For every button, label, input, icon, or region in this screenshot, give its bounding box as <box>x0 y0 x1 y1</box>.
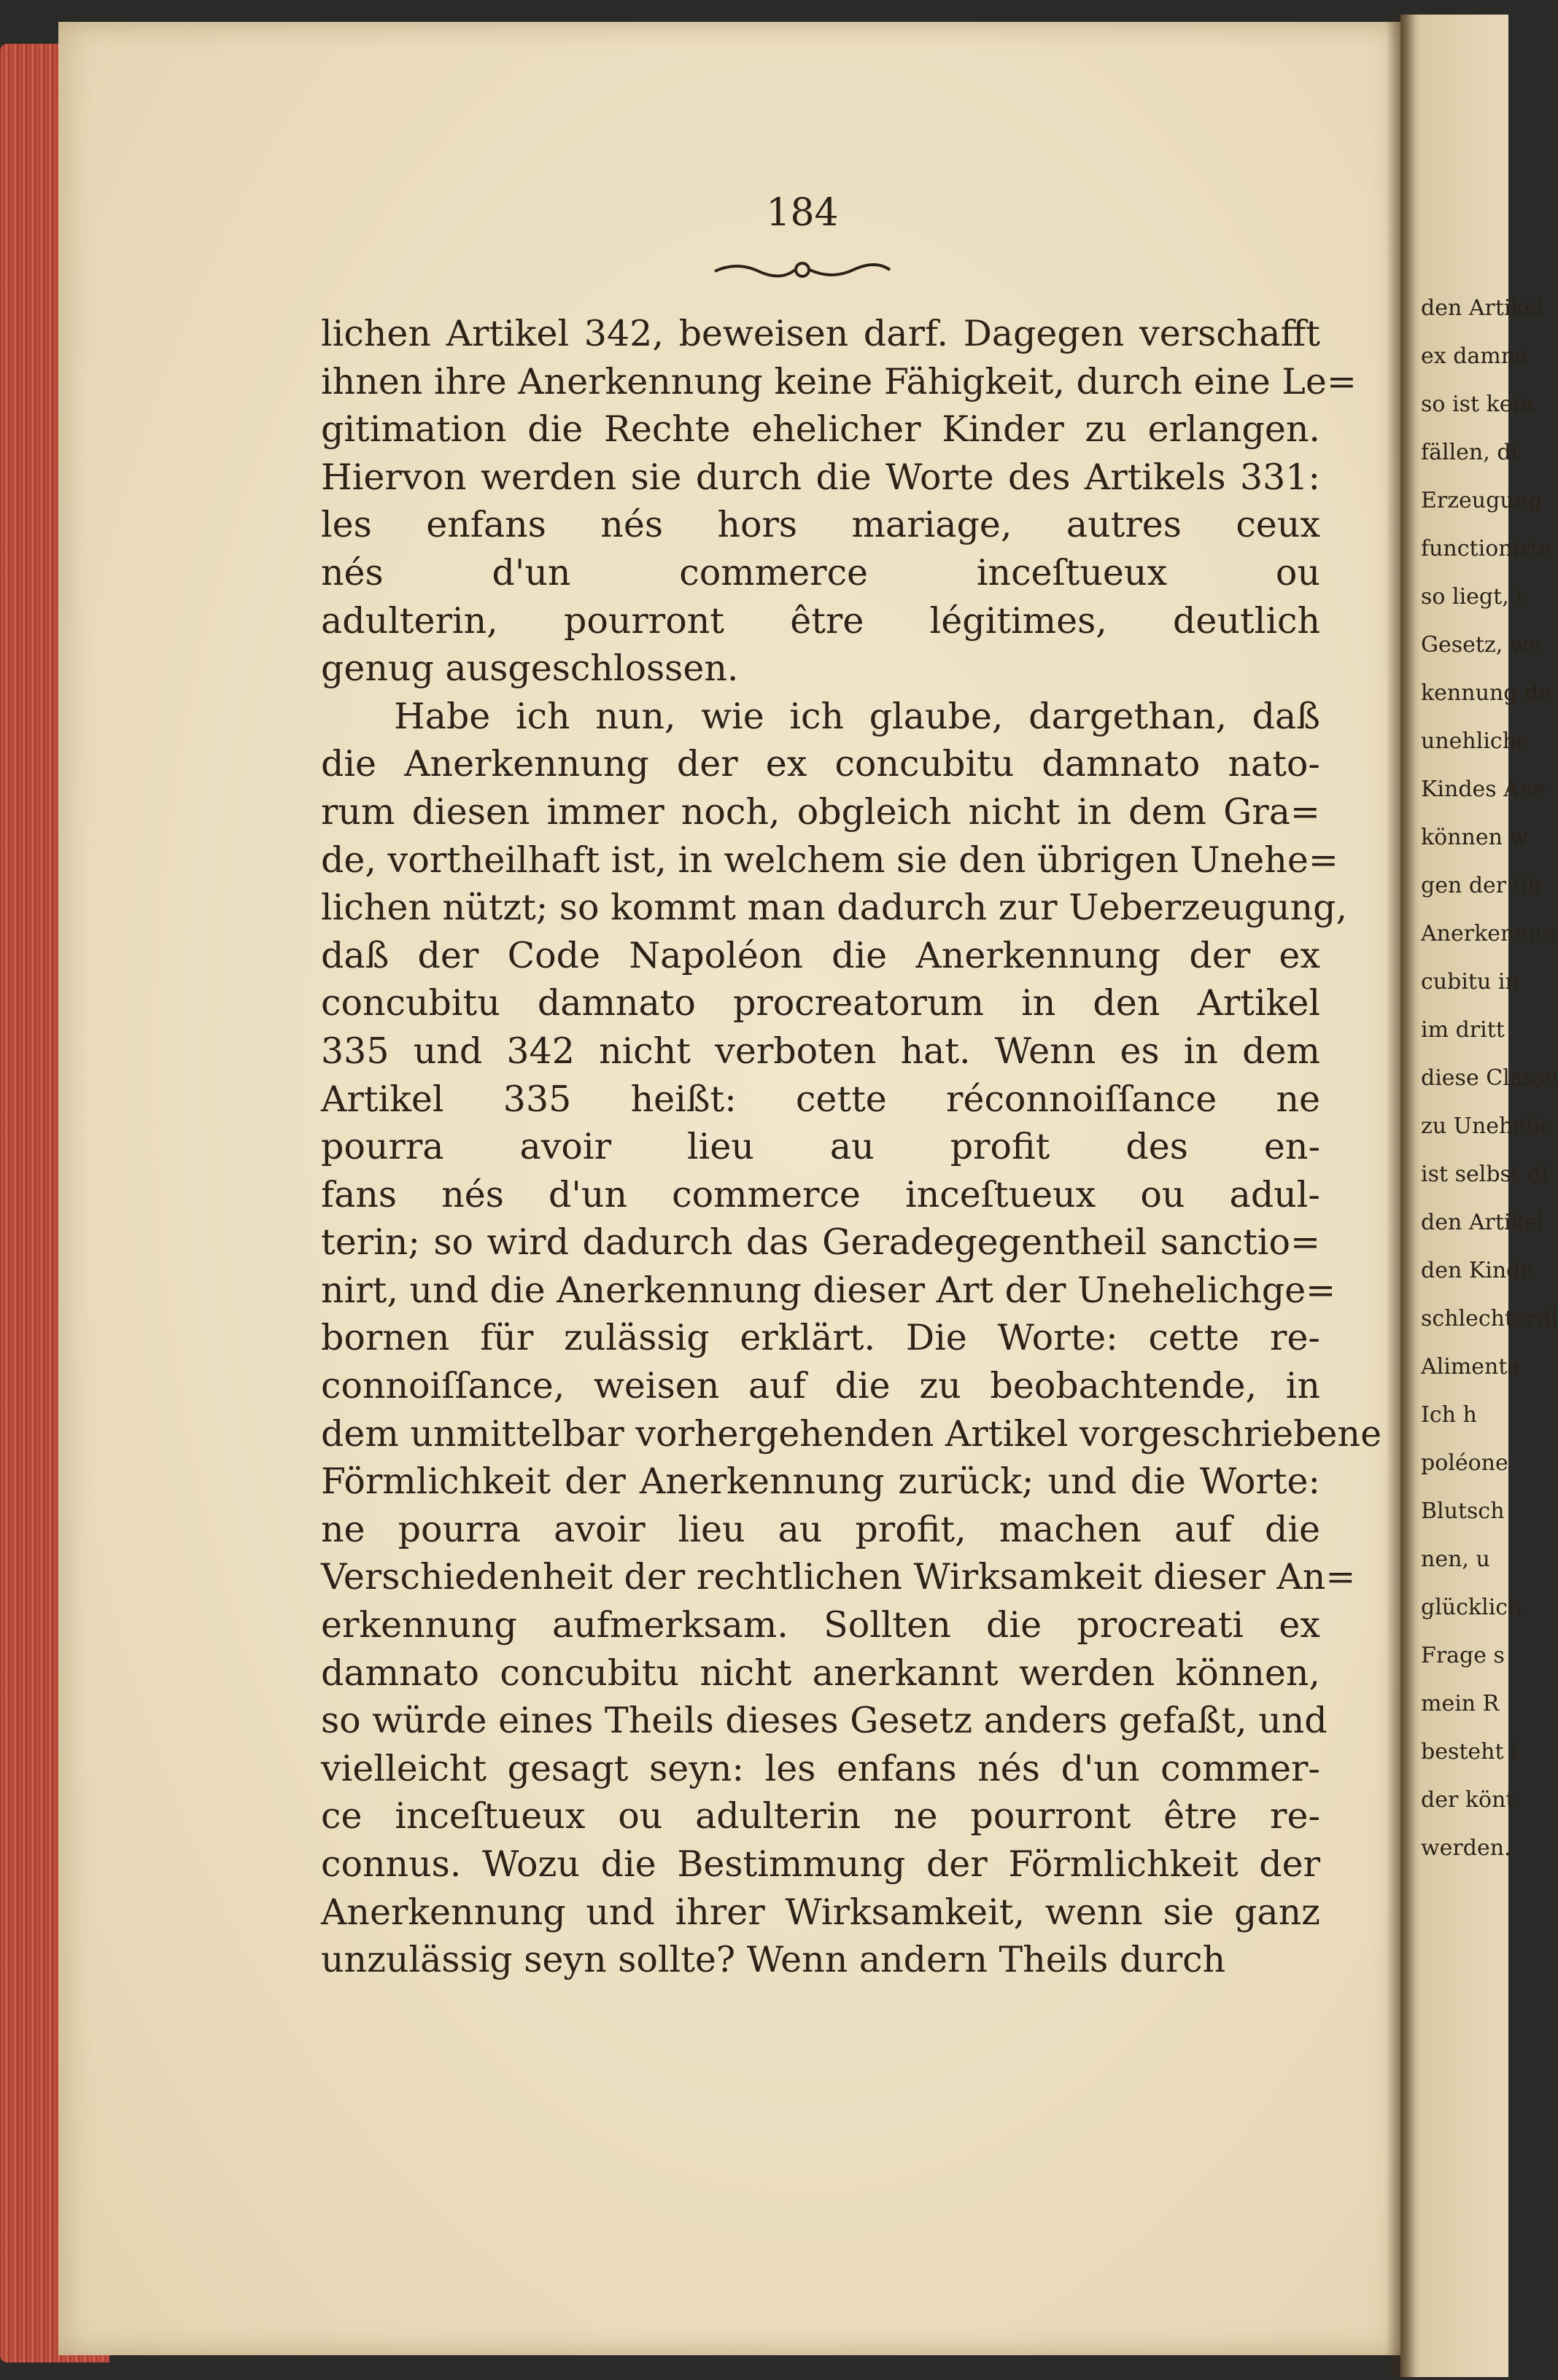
adjacent-page-line: Anerkennun <box>1421 921 1557 946</box>
text-line: Artikel 335 heißt: cette réconnoiſſance ne <box>321 1078 1320 1120</box>
adjacent-page-line: fällen, di <box>1421 440 1519 465</box>
text-line: vielleicht gesagt seyn: les enfans nés d'un commer- <box>321 1747 1320 1789</box>
adjacent-page-line: Gesetz, we <box>1421 632 1542 658</box>
text-line: ce inceſtueux ou adulterin ne pourront être re- <box>321 1795 1320 1838</box>
adjacent-page-line: besteht i <box>1421 1739 1518 1765</box>
text-line: pourra avoir lieu au profit des en- <box>321 1126 1320 1168</box>
adjacent-page-line: Erzeugung <box>1421 488 1543 513</box>
body-text <box>321 310 1382 1984</box>
text-line: connoiſſance, weisen auf die zu beobachtende, in <box>321 1365 1320 1407</box>
text-line: Verschiedenheit der rechtlichen Wirksamkeit dieser An= <box>321 1556 1356 1598</box>
adjacent-page-text <box>1421 284 1558 1872</box>
adjacent-page-line: Frage s <box>1421 1643 1505 1668</box>
adjacent-page-line: ist selbst di <box>1421 1162 1549 1187</box>
text-line: daß der Code Napoléon die Anerkennung der ex <box>321 934 1320 976</box>
adjacent-page-line: Alimenta <box>1421 1354 1521 1380</box>
adjacent-page-line: poléone <box>1421 1450 1508 1476</box>
text-line: ne pourra avoir lieu au profit, machen auf die <box>321 1508 1320 1550</box>
text-line: nés d'un commerce inceſtueux ou <box>321 551 1320 594</box>
text-line: damnato concubitu nicht anerkannt werden können, <box>321 1652 1320 1694</box>
adjacent-page-line: Ich h <box>1421 1402 1477 1428</box>
text-line: nirt, und die Anerkennung dieser Art der Unehelichge= <box>321 1269 1336 1311</box>
adjacent-page-line: im dritt <box>1421 1017 1505 1043</box>
adjacent-page-line: den Artikel <box>1421 295 1544 321</box>
text-line: terin; so wird dadurch das Geradegegentheil sanctio= <box>321 1221 1320 1264</box>
adjacent-page-line: schlechterdi <box>1421 1306 1558 1331</box>
adjacent-page-line: kennung de <box>1421 680 1551 706</box>
text-line: adulterin, pourront être légitimes, deutlich <box>321 599 1320 642</box>
adjacent-page-line: den Artikel <box>1421 1210 1544 1235</box>
text-line: unzulässig seyn sollte? Wenn andern Theils durch <box>321 1939 1226 1981</box>
text-line: les enfans nés hors mariage, autres ceux <box>321 504 1320 546</box>
binding-gutter <box>1386 15 1415 2377</box>
adjacent-page-line: den Kinde <box>1421 1258 1534 1283</box>
adjacent-page-line: Kindes Ane <box>1421 777 1546 802</box>
text-line: bornen für zulässig erklärt. Die Worte: cette re- <box>321 1317 1320 1359</box>
adjacent-page-line: functionirte <box>1421 536 1552 561</box>
adjacent-page-line: cubitu in <box>1421 969 1519 995</box>
text-line: genug ausgeschlossen. <box>321 648 739 690</box>
text-line: dem unmittelbar vorhergehenden Artikel vorgeschriebene <box>321 1412 1382 1455</box>
adjacent-page-line: werden. <box>1421 1835 1511 1861</box>
text-line: concubitu damnato procreatorum in den Artikel <box>321 982 1320 1024</box>
text-line: Hiervon werden sie durch die Worte des Artikels 331: <box>321 456 1320 498</box>
adjacent-page-line: so liegt, i <box>1421 584 1523 610</box>
adjacent-page-line: unehliche <box>1421 728 1530 754</box>
adjacent-page-line: der könt <box>1421 1787 1515 1813</box>
text-line: fans nés d'un commerce inceſtueux ou adul- <box>321 1173 1320 1216</box>
text-line: die Anerkennung der ex concubitu damnato nato- <box>321 743 1320 785</box>
adjacent-page-line: glücklich <box>1421 1595 1522 1620</box>
adjacent-page-line: Blutsch <box>1421 1498 1505 1524</box>
text-line: lichen nützt; so kommt man dadurch zur Ueberzeugung, <box>321 887 1348 929</box>
page-number: 184 <box>766 191 839 235</box>
text-line: connus. Wozu die Bestimmung der Förmlichkeit der <box>321 1843 1320 1885</box>
text-line: 335 und 342 nicht verboten hat. Wenn es in dem <box>321 1030 1320 1072</box>
adjacent-page-line: ex damna <box>1421 343 1528 369</box>
text-line: so würde eines Theils dieses Gesetz anders gefaßt, und <box>321 1700 1328 1742</box>
adjacent-page-line: können w <box>1421 825 1529 850</box>
adjacent-page-line: mein R <box>1421 1691 1500 1716</box>
adjacent-page-line: so ist kein <box>1421 392 1534 417</box>
text-line: Habe ich nun, wie ich glaube, dargethan, daß <box>394 695 1320 737</box>
adjacent-page-line: zu Unehelic <box>1421 1113 1553 1139</box>
text-line: lichen Artikel 342, beweisen darf. Dagegen verschafft <box>321 313 1320 354</box>
adjacent-page-line: gen der üb <box>1421 873 1542 898</box>
adjacent-page-line: nen, u <box>1421 1547 1490 1572</box>
text-line: gitimation die Rechte ehelicher Kinder zu erlangen. <box>321 408 1320 451</box>
text-line: ihnen ihre Anerkennung keine Fähigkeit, durch eine Le= <box>321 360 1357 402</box>
text-line: de, vortheilhaft ist, in welchem sie den übrigen Unehe= <box>321 839 1338 881</box>
text-line: rum diesen immer noch, obgleich nicht in dem Gra= <box>321 790 1320 833</box>
ornament-divider-icon <box>708 255 897 284</box>
adjacent-page-line: diese Classe <box>1421 1065 1558 1091</box>
text-line: Förmlichkeit der Anerkennung zurück; und die Worte: <box>321 1461 1320 1503</box>
text-line: erkennung aufmerksam. Sollten die procreati ex <box>321 1604 1320 1646</box>
text-line: Anerkennung und ihrer Wirksamkeit, wenn sie ganz <box>321 1891 1320 1933</box>
